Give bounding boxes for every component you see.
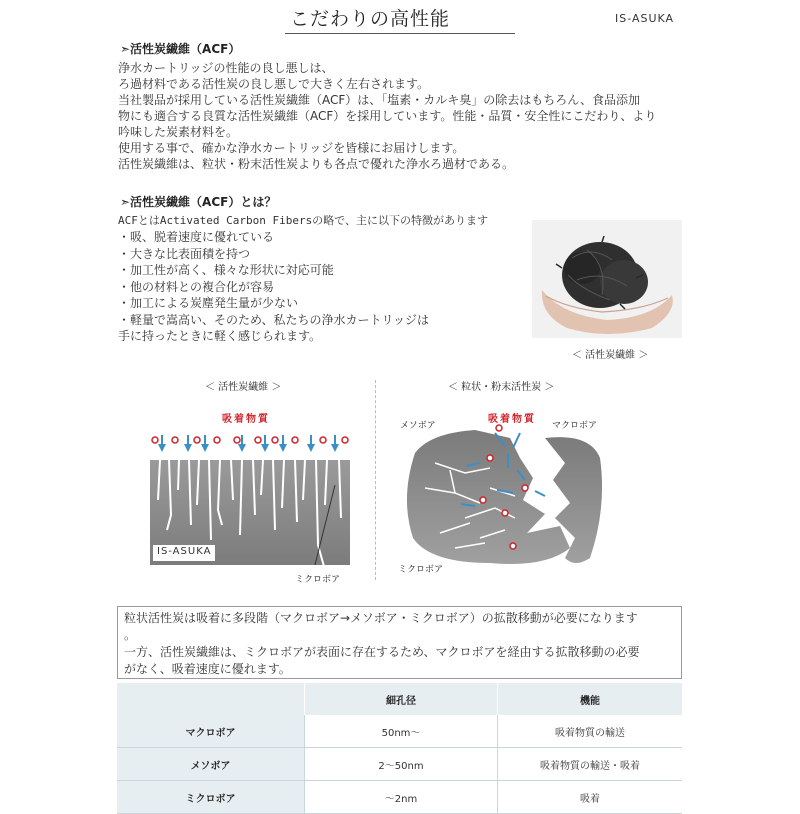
feature-item: ・軽量で嵩高い、そのため、私たちの浄水カートリッジは	[118, 312, 430, 327]
adsorbate-label-left: 吸着物質	[222, 414, 270, 425]
table-row	[117, 715, 682, 748]
section1-text	[118, 60, 656, 172]
diagram-divider	[375, 380, 377, 580]
feature-item: ・吸、脱着速度に優れている	[118, 230, 275, 244]
feature-item: ・大きな比表面積を持つ	[118, 246, 251, 261]
table-cell: 〜2nm	[305, 781, 498, 814]
macropore-label: マクロボア	[552, 421, 598, 431]
section1-line: 活性炭繊維は、粒状・粉末活性炭よりも各点で優れた浄水ろ過材である。	[118, 157, 515, 171]
feature-item: ・他の材料との複合化が容易	[118, 279, 275, 294]
table-row-label: マクロボア	[117, 715, 305, 748]
section2-intro: ACFとはActivated Carbon Fibersの略で、主に以下の特徴があります	[118, 214, 488, 227]
granular-carbon-diagram	[395, 418, 610, 578]
pore-size-table	[117, 683, 682, 814]
table-cell: 吸着物質の輸送・吸着	[498, 748, 683, 781]
mesopore-label: メソボア	[400, 421, 436, 431]
table-header-row	[117, 683, 682, 715]
feature-item: ・加工による炭塵発生量が少ない	[118, 296, 299, 310]
diagram-right-title: ＜ 粒状・粉末活性炭 ＞	[448, 382, 555, 393]
page-title: こだわりの高性能	[290, 8, 451, 30]
section2-heading: ➣活性炭繊維（ACF）とは？	[120, 195, 277, 209]
table-cell: 50nm〜	[305, 715, 498, 748]
table-row-label: メソボア	[117, 748, 305, 781]
section1-line: ろ過材料である活性炭の良し悪しで大きく左右されます。	[118, 77, 430, 91]
table-row	[117, 781, 682, 814]
section1-line: 物にも適合する良質な活性炭繊維（ACF）を採用しています。性能・品質・安全性にこだわり、より	[118, 109, 657, 123]
feature-list	[118, 229, 429, 345]
table-row-label: ミクロボア	[117, 781, 305, 814]
note-line: 。	[124, 628, 137, 642]
feature-item: 手に持ったときに軽く感じられます。	[118, 329, 322, 343]
note-line: 粒状活性炭は吸着に多段階（マクロボア→メソボア・ミクロボア）の拡散移動が必要になります	[124, 611, 638, 625]
section1-heading: ➣活性炭繊維（ACF）	[120, 42, 241, 56]
carbon-fiber-photo	[532, 220, 682, 338]
section1-line: 吟味した炭素材料を。	[118, 125, 239, 139]
table-header-cell	[117, 683, 305, 715]
title-underline	[285, 33, 515, 34]
note-line: がなく、吸着速度に優れます。	[124, 662, 291, 676]
table-header-cell: 機能	[498, 683, 683, 715]
section1-line: 当社製品が採用している活性炭繊維（ACF）は、「塩素・カルキ臭」の除去はもちろん、食品添加	[118, 93, 641, 107]
brand-logo: IS-ASUKA	[615, 12, 675, 25]
micropore-label-right: ミクロボア	[398, 565, 444, 575]
table-cell: 2〜50nm	[305, 748, 498, 781]
section1-line: 浄水カートリッジの性能の良し悪しは、	[118, 61, 334, 75]
feature-item: ・加工性が高く、様々な形状に対応可能	[118, 263, 334, 277]
table-header-cell: 細孔径	[305, 683, 498, 715]
diagram-brand-label: IS-ASUKA	[157, 546, 212, 557]
table-cell: 吸着	[498, 781, 683, 814]
table-row	[117, 748, 682, 781]
micropore-label-left: ミクロボア	[295, 575, 341, 585]
section1-line: 使用する事で、確かな浄水カートリッジを皆様にお届けします。	[118, 141, 465, 155]
table-cell: 吸着物質の輸送	[498, 715, 683, 748]
note-line: 一方、活性炭繊維は、ミクロボアが表面に存在するため、マクロボアを経由する拡散移動の必要	[124, 645, 640, 659]
comparison-note	[117, 606, 682, 679]
diagram-left-title: ＜ 活性炭繊維 ＞	[205, 382, 282, 393]
adsorbate-label-right: 吸着物質	[488, 414, 536, 425]
micropore-pointer-left	[290, 480, 350, 570]
photo-caption: ＜ 活性炭繊維 ＞	[572, 350, 649, 361]
